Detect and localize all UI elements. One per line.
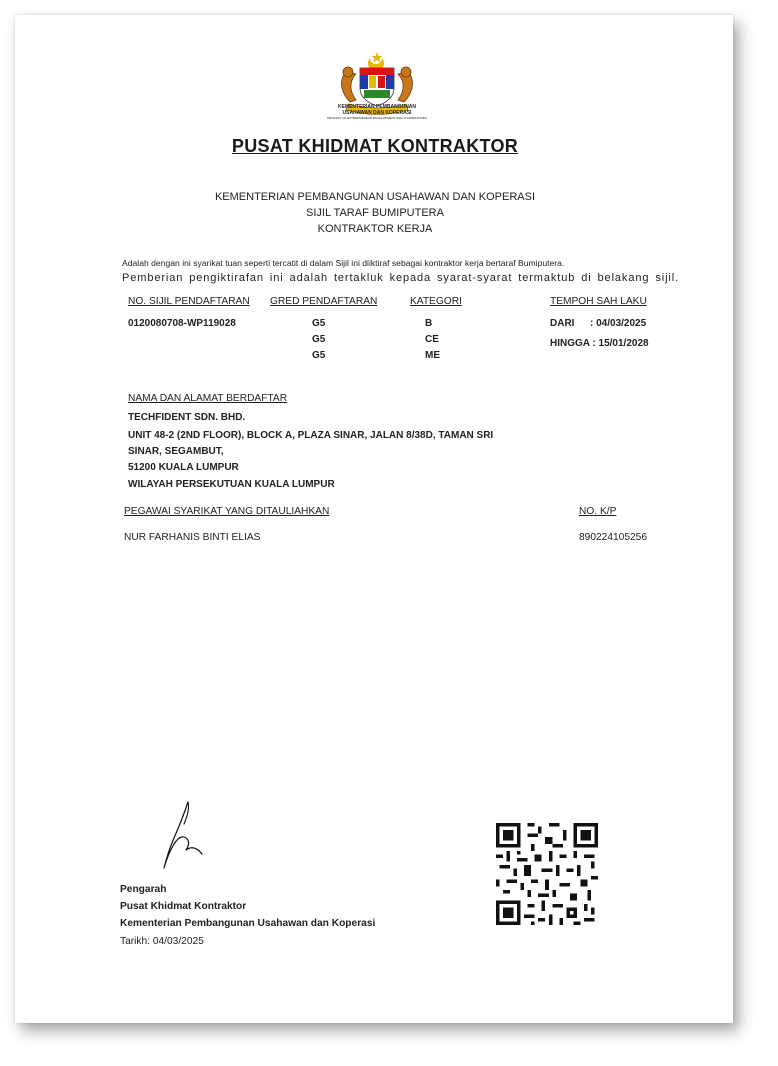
signatory-role: Pengarah bbox=[120, 884, 167, 895]
category-row-1: B bbox=[425, 318, 433, 329]
ministry-heading: KEMENTERIAN PEMBANGUNAN USAHAWAN DAN KOPERASI bbox=[214, 191, 536, 203]
company-name: TECHFIDENT SDN. BHD. bbox=[128, 412, 246, 423]
contractor-type: KONTRAKTOR KERJA bbox=[317, 223, 433, 235]
document-title: PUSAT KHIDMAT KONTRAKTOR bbox=[231, 136, 519, 156]
qr-code-icon bbox=[496, 823, 598, 925]
company-address-line2: SINAR, SEGAMBUT, bbox=[128, 446, 224, 457]
officer-name: NUR FARHANIS BINTI ELIAS bbox=[124, 532, 261, 543]
header-no-sijil: NO. SIJIL PENDAFTARAN bbox=[128, 296, 250, 307]
ministry-name-english: MINISTRY OF ENTREPRENEUR DEVELOPMENT AND COOPERATIVES bbox=[327, 116, 427, 120]
intro-paragraph-1: Adalah dengan ini syarikat tuan seperti tercatit di dalam Sijil ini diiktiraf sebagai kontraktor kerja bertaraf Bumiputera. bbox=[122, 258, 565, 268]
category-row-2: CE bbox=[425, 334, 439, 345]
issue-date: Tarikh: 04/03/2025 bbox=[120, 936, 204, 947]
signature-image bbox=[150, 798, 220, 878]
ministry-name-line1: KEMENTERIAN PEMBANGUNAN bbox=[337, 104, 417, 110]
header-kategori: KATEGORI bbox=[410, 296, 462, 307]
header-tempoh: TEMPOH SAH LAKU bbox=[550, 296, 647, 307]
ministry-name-line2: USAHAWAN DAN KOPERASI bbox=[342, 110, 412, 116]
company-address-line1: UNIT 48-2 (2ND FLOOR), BLOCK A, PLAZA SINAR, JALAN 8/38D, TAMAN SRI bbox=[128, 430, 494, 441]
company-address-line4: WILAYAH PERSEKUTUAN KUALA LUMPUR bbox=[128, 479, 335, 490]
company-address-line3: 51200 KUALA LUMPUR bbox=[128, 462, 239, 473]
grade-row-3: G5 bbox=[312, 350, 326, 361]
certificate-type: SIJIL TARAF BUMIPUTERA bbox=[306, 207, 444, 219]
officer-heading: PEGAWAI SYARIKAT YANG DITAULIAHKAN bbox=[124, 506, 330, 517]
officer-kp: 890224105256 bbox=[579, 532, 647, 543]
grade-row-2: G5 bbox=[312, 334, 326, 345]
valid-from-label: DARI bbox=[550, 318, 575, 329]
registration-number: 0120080708-WP119028 bbox=[128, 318, 236, 329]
category-row-3: ME bbox=[425, 350, 440, 361]
intro-paragraph-2: Pemberian pengiktirafan ini adalah tertakluk kepada syarat-syarat termaktub di belakang sijil. bbox=[122, 272, 680, 284]
valid-from-value: : 04/03/2025 bbox=[590, 318, 647, 329]
grade-row-1: G5 bbox=[312, 318, 326, 329]
company-heading: NAMA DAN ALAMAT BERDAFTAR bbox=[128, 393, 288, 404]
header-gred: GRED PENDAFTARAN bbox=[270, 296, 378, 307]
certificate-page bbox=[15, 15, 733, 1023]
signatory-department: Pusat Khidmat Kontraktor bbox=[120, 901, 247, 912]
valid-until: HINGGA : 15/01/2028 bbox=[550, 338, 649, 349]
kp-heading: NO. K/P bbox=[579, 506, 617, 517]
signatory-ministry: Kementerian Pembangunan Usahawan dan Koperasi bbox=[120, 918, 376, 929]
